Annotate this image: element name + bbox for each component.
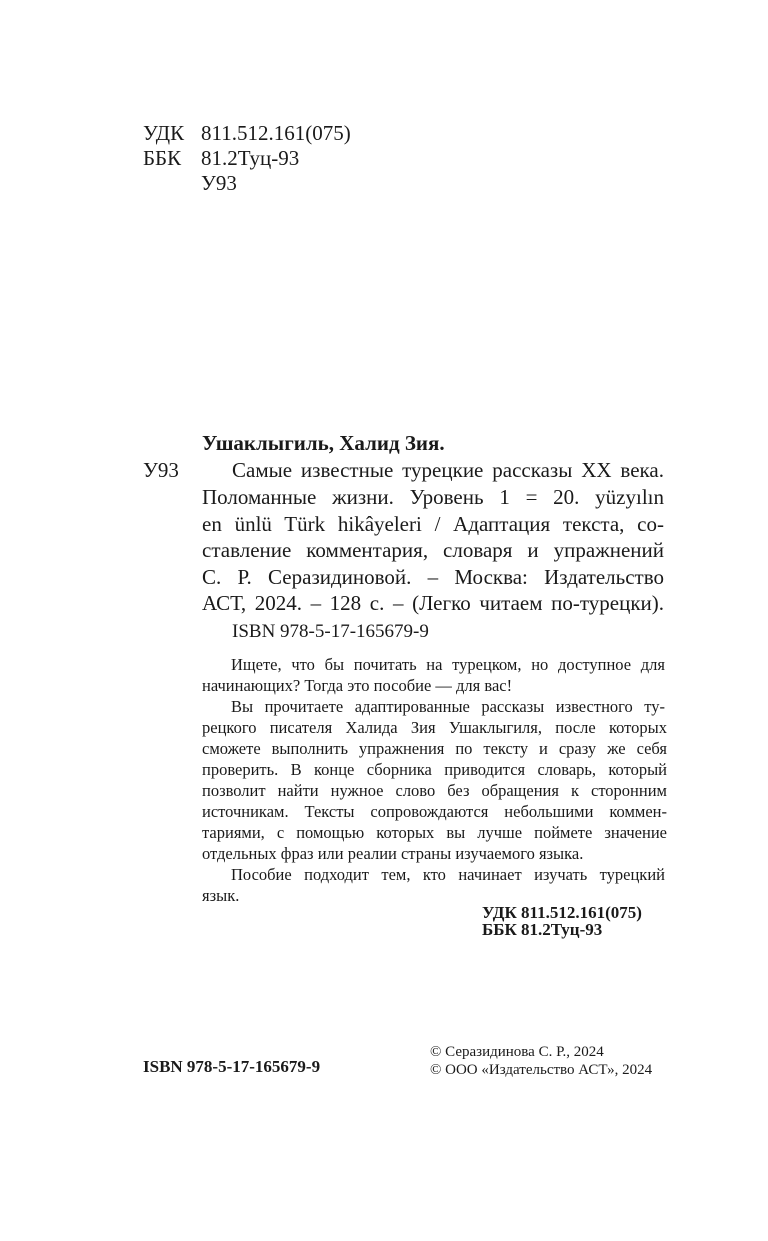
entry-description-line: АСТ, 2024. – 128 с. – (Легко читаем по-турецки). — [202, 591, 664, 615]
copyright-author: © Серазидинова С. Р., 2024 — [430, 1044, 604, 1060]
annotation-line: начинающих? Тогда это пособие — для вас! — [202, 676, 513, 695]
entry-isbn: ISBN 978-5-17-165679-9 — [232, 621, 429, 642]
copyright-publisher: © ООО «Издательство АСТ», 2024 — [430, 1062, 653, 1078]
bbk-value: 81.2Туц-93 — [201, 146, 300, 170]
bottom-udk: УДК 811.512.161(075) — [482, 903, 642, 922]
entry-description-line: Самые известные турецкие рассказы XX века. — [232, 458, 664, 482]
entry-description-line: Поломанные жизни. Уровень 1 = 20. yüzyılın — [202, 485, 664, 509]
entry-description-line: ставление комментария, словаря и упражнений — [202, 538, 664, 562]
entry-author-sign: У93 — [143, 458, 179, 482]
bottom-bbk: ББК 81.2Туц-93 — [482, 920, 603, 939]
annotation-line: проверить. В конце сборника приводится словарь, который — [202, 760, 667, 779]
footer-isbn: ISBN 978-5-17-165679-9 — [143, 1057, 321, 1076]
udk-value: 811.512.161(075) — [201, 121, 351, 145]
annotation-line: сможете выполнить упражнения по тексту и сразу же себя — [202, 739, 667, 758]
entry-description-line: en ünlü Türk hikâyeleri / Адаптация текста, со- — [202, 512, 664, 536]
bbk-label: ББК — [143, 146, 182, 170]
annotation-line: отдельных фраз или реалии страны изучаемого языка. — [202, 844, 584, 863]
bbk-row — [143, 146, 299, 171]
annotation-line: рецкого писателя Халида Зия Ушаклыгиля, после которых — [202, 718, 667, 737]
annotation-line: тариями, с помощью которых вы лучше поймете значение — [202, 823, 667, 842]
udk-label: УДК — [143, 121, 185, 145]
annotation-line: Пособие подходит тем, кто начинает изучать турецкий — [231, 865, 665, 884]
udk-row — [143, 121, 351, 146]
annotation-line: Ищете, что бы почитать на турецком, но доступное для — [231, 655, 665, 674]
annotation-line: язык. — [202, 886, 240, 905]
author-sign-top: У93 — [201, 171, 237, 195]
annotation-line: позволит найти нужное слово без обращения к сторонним — [202, 781, 667, 800]
annotation-line: источникам. Тексты сопровождаются небольшими коммен- — [202, 802, 667, 821]
annotation-line: Вы прочитаете адаптированные рассказы известного ту- — [231, 697, 665, 716]
entry-description-line: С. Р. Серазидиновой. – Москва: Издательство — [202, 565, 664, 589]
entry-author: Ушаклыгиль, Халид Зия. — [202, 431, 445, 455]
